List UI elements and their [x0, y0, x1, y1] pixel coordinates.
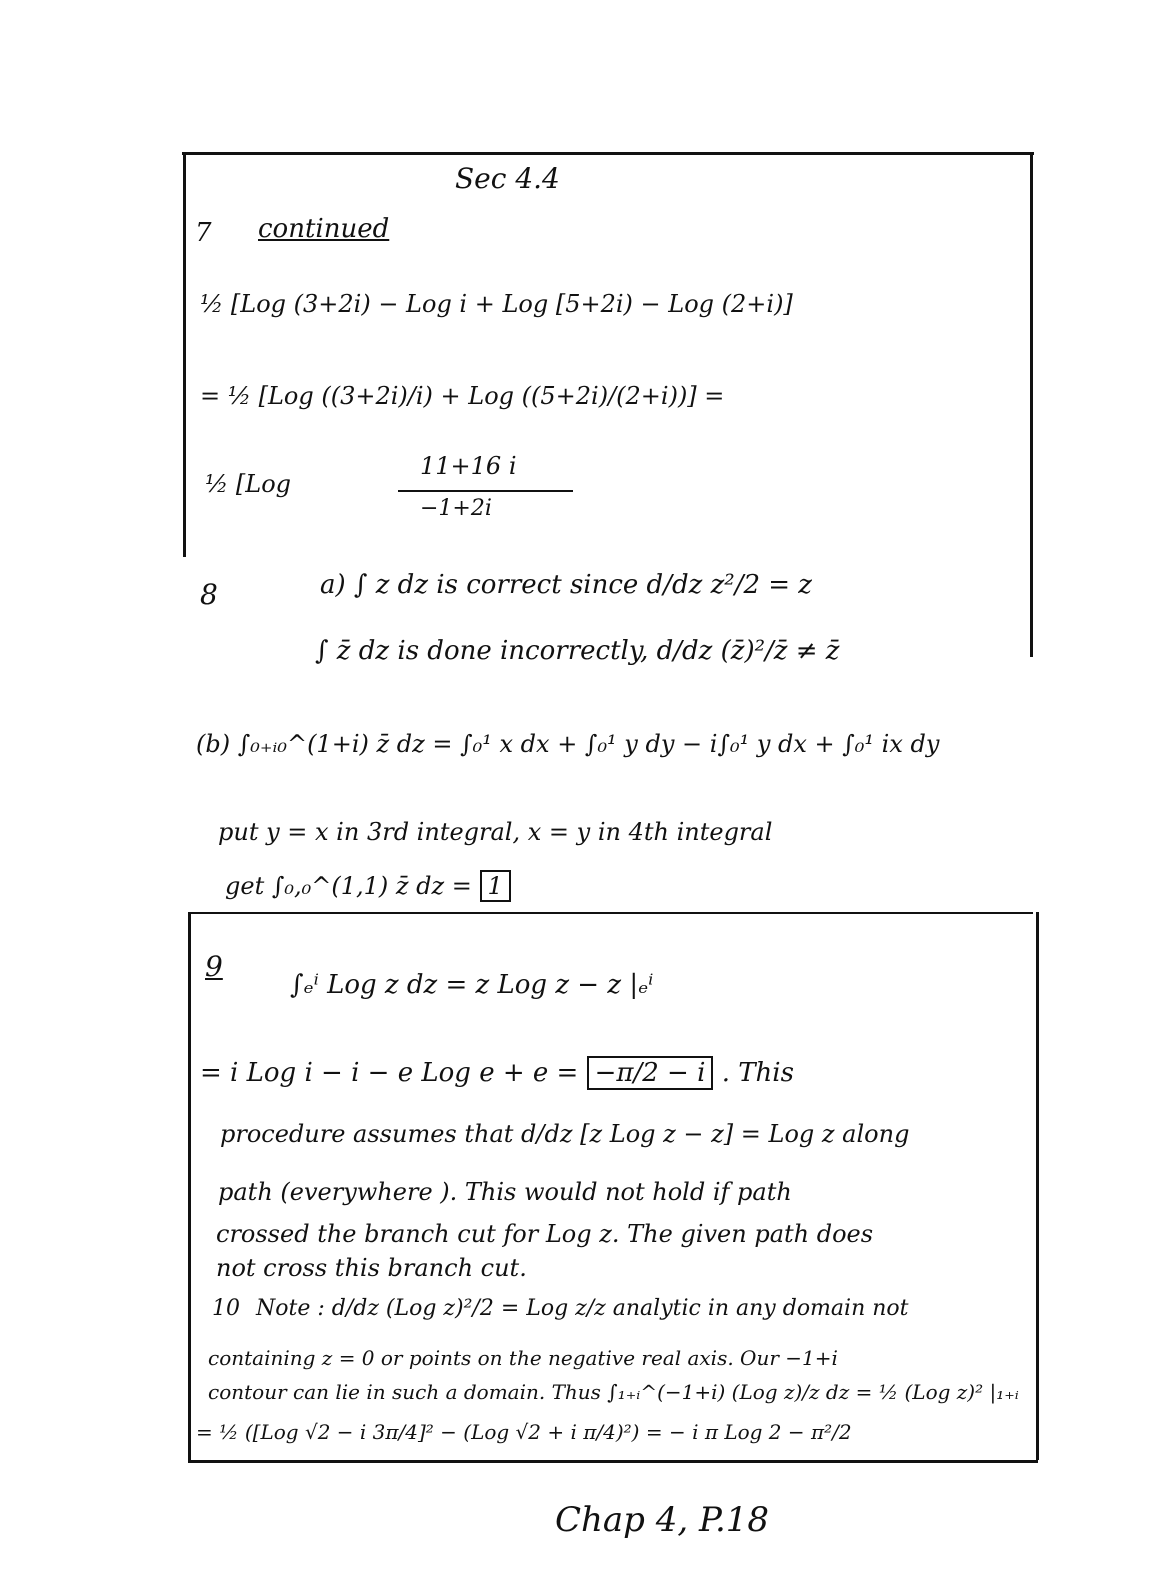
problem-9-line2-suffix: . This: [721, 1058, 794, 1088]
problem-7-title: continued: [258, 214, 390, 244]
mid-rule: [188, 912, 1033, 914]
problem-9-answer: −π/2 − i: [587, 1056, 714, 1090]
section-header: Sec 4.4: [455, 162, 560, 195]
problem-9-label: 9: [205, 950, 223, 983]
problem-9-line2: [200, 1058, 794, 1088]
problem-9-line6: not cross this branch cut.: [216, 1254, 527, 1282]
problem-7-line3-numerator: 11+16 i: [420, 452, 517, 480]
problem-7-line3-prefix: ½ [Log: [205, 470, 292, 498]
left-rule-top: [183, 152, 186, 557]
problem-8-a-line: a) ∫ z dz is correct since d/dz z²/2 = z: [320, 570, 813, 600]
problem-10-line2: containing z = 0 or points on the negative real axis. Our −1+i: [208, 1346, 838, 1370]
problem-8-a-line2: ∫ z̄ dz is done incorrectly, d/dz (z̄)²/z̄ ≠ z̄: [315, 636, 840, 666]
bottom-rule: [188, 1460, 1038, 1463]
problem-8-b-line3: [225, 872, 511, 900]
right-rule-bottom: [1036, 912, 1039, 1460]
problem-9-line3: procedure assumes that d/dz [z Log z − z] = Log z along: [220, 1120, 910, 1148]
page-footer: Chap 4, P.18: [555, 1500, 770, 1540]
problem-8-b-line3-prefix: get ∫₀,₀^(1,1) z̄ dz =: [225, 872, 472, 900]
problem-9-line5: crossed the branch cut for Log z. The given path does: [216, 1220, 874, 1248]
problem-8-b-line2: put y = x in 3rd integral, x = y in 4th integral: [218, 818, 773, 846]
top-rule: [182, 152, 1034, 155]
left-rule-bottom: [188, 912, 191, 1460]
problem-9-line1: ∫ₑⁱ Log z dz = z Log z − z |ₑⁱ: [290, 970, 654, 1000]
problem-8-label: 8: [200, 578, 218, 611]
problem-10-line3: contour can lie in such a domain. Thus ∫₁₊ᵢ^(−1+i) (Log z)/z dz = ½ (Log z)² |₁₊ᵢ: [208, 1380, 1019, 1404]
problem-10-line4: = ½ ([Log √2 − i 3π/4]² − (Log √2 + i π/4)²) = − i π Log 2 − π²/2: [196, 1420, 852, 1444]
problem-7-label: 7: [195, 218, 212, 248]
problem-10-label: 10: [212, 1296, 240, 1321]
problem-8-answer: 1: [480, 870, 511, 902]
fraction-bar: [398, 490, 573, 492]
problem-9-line2-prefix: = i Log i − i − e Log e + e =: [200, 1058, 579, 1088]
problem-8-b-line: (b) ∫₀₊ᵢ₀^(1+i) z̄ dz = ∫₀¹ x dx + ∫₀¹ y dy − i∫₀¹ y dx + ∫₀¹ ix dy: [196, 730, 940, 758]
problem-9-line4: path (everywhere ). This would not hold if path: [218, 1178, 792, 1206]
problem-7-line2: = ½ [Log ((3+2i)/i) + Log ((5+2i)/(2+i))] =: [200, 382, 725, 410]
problem-7-line1: ½ [Log (3+2i) − Log i + Log [5+2i) − Log (2+i)]: [200, 290, 793, 318]
problem-7-line3-denominator: −1+2i: [420, 496, 492, 521]
right-rule: [1030, 152, 1033, 657]
problem-10-line1: Note : d/dz (Log z)²/2 = Log z/z analytic in any domain not: [256, 1296, 909, 1321]
